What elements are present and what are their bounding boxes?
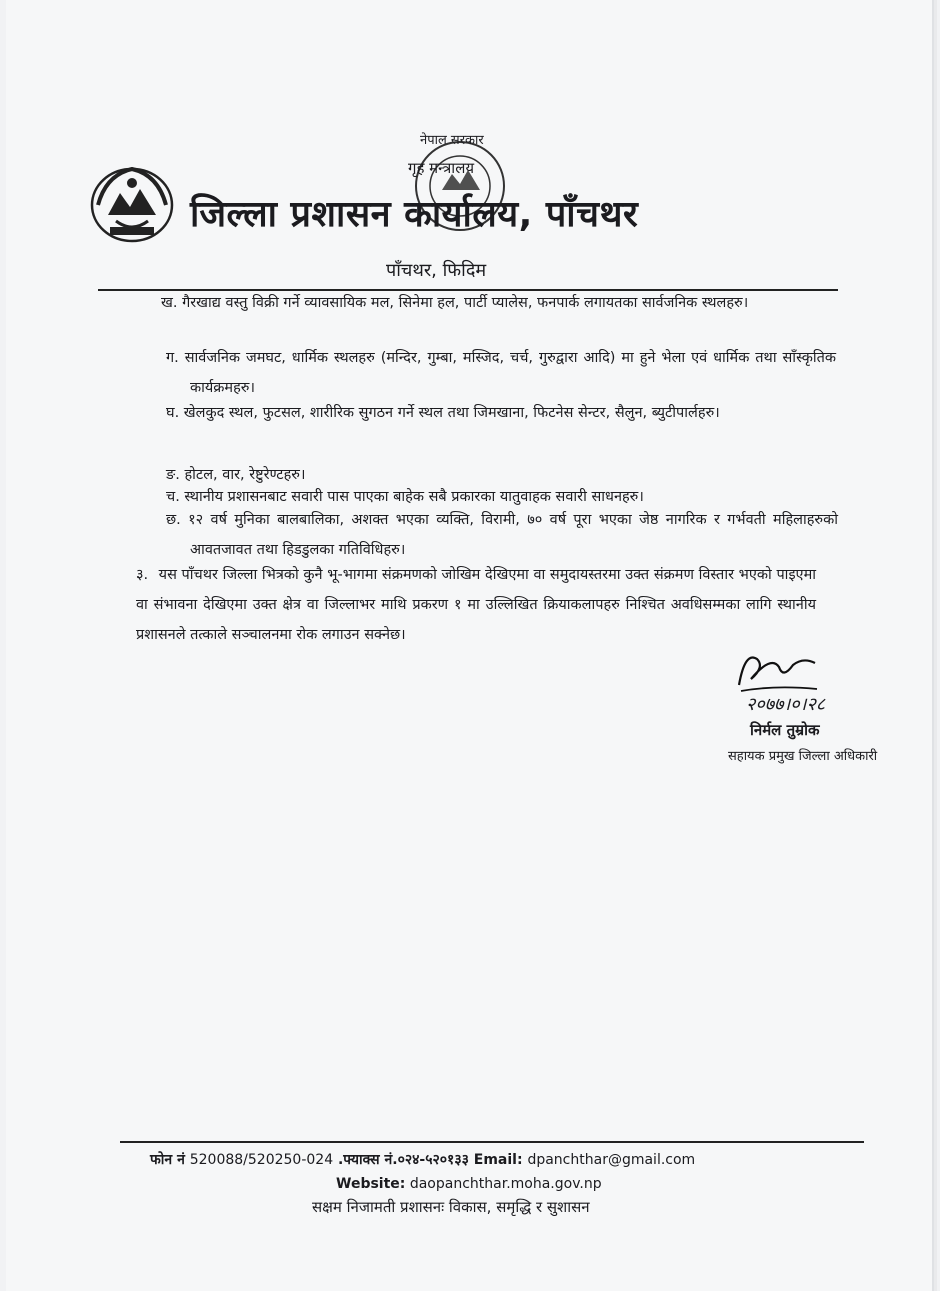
signature-date: २०७७।०।२८: [746, 694, 826, 715]
item-cha: च. स्थानीय प्रशासनबाट सवारी पास पाएका बाहेक सबै प्रकारका यातुवाहक सवारी साधनहरु।: [166, 489, 644, 505]
signatory-name: निर्मल तुम्रोक: [750, 721, 820, 739]
phone-label: फोन नं: [150, 1152, 185, 1168]
item-gha: घ. खेलकुद स्थल, फुटसल, शारीरिक सुगठन गर्ने स्थल तथा जिमखाना, फिटनेस सेन्टर, सैलुन, ब्युटीपार्लहरु।: [166, 405, 720, 421]
website-url[interactable]: daopanchthar.moha.gov.np: [409, 1176, 602, 1192]
nepal-emblem-icon: [86, 155, 178, 247]
email-label: Email:: [473, 1152, 523, 1168]
office-location: पाँचथर, फिदिम: [386, 260, 487, 281]
government-label: नेपाल सरकार: [420, 133, 484, 148]
phone-number: 520088/520250-024: [189, 1152, 334, 1168]
website-label: Website:: [336, 1176, 406, 1192]
item-nga: ङ. होटल, वार, रेष्टुरेण्टहरु।: [166, 467, 306, 483]
fax-number: ०२४-५२०१३३: [397, 1152, 469, 1168]
paragraph-3: [136, 560, 816, 650]
footer-slogan: सक्षम निजामती प्रशासनः विकास, समृद्धि र सुशासन: [312, 1198, 590, 1216]
footer-divider: [120, 1141, 864, 1143]
paragraph-3-text: यस पाँचथर जिल्ला भित्रको कुनै भू-भागमा संक्रमणको जोखिम देखिएमा वा समुदायस्तरमा उक्त संक्रमण विस्तार भएको पाइएमा वा संभावना देखिएमा उक्त क्षेत्र वा जिल्लाभर माथि प्रकरण १ मा उल्लिखित क्रियाकलापहरु निश्चित अवधिसम्मका लागि स्थानीय प्रशासनले तत्काले सञ्चालनमा रोक लगाउन सक्नेछ।: [136, 567, 817, 643]
footer-contact-line: [150, 1150, 695, 1169]
item-chha: छ. १२ वर्ष मुनिका बालबालिका, अशक्त भएका व्यक्ति, विरामी, ७० वर्ष पूरा भएका जेष्ठ नागरिक र गर्भवती महिलाहरुको आवतजावत तथा हिडडुलका गतिविधिहरु।: [166, 512, 838, 558]
paragraph-3-number: ३.: [136, 567, 149, 583]
document-page: [6, 0, 932, 1291]
footer-website-line: [336, 1176, 602, 1192]
fax-label: .फ्याक्स नं.: [337, 1152, 398, 1168]
item-kha: ख. गैरखाद्य वस्तु विक्री गर्ने व्यावसायिक मल, सिनेमा हल, पार्टी प्यालेस, फनपार्क लगायतका सार्वजनिक स्थलहरु।: [161, 295, 749, 311]
item-ga: ग. सार्वजनिक जमघट, धार्मिक स्थलहरु (मन्दिर, गुम्बा, मस्जिद, चर्च, गुरुद्वारा आदि) मा हुने भेला एवं धार्मिक तथा साँस्कृतिक कार्यक्रमहरु।: [166, 350, 836, 396]
ministry-label: गृह मन्त्रालय: [408, 159, 475, 177]
office-title: जिल्ला प्रशासन कार्यालय, पाँचथर: [190, 194, 639, 235]
email-address[interactable]: dpanchthar@gmail.com: [527, 1152, 696, 1168]
signatory-title: सहायक प्रमुख जिल्ला अधिकारी: [728, 749, 878, 764]
